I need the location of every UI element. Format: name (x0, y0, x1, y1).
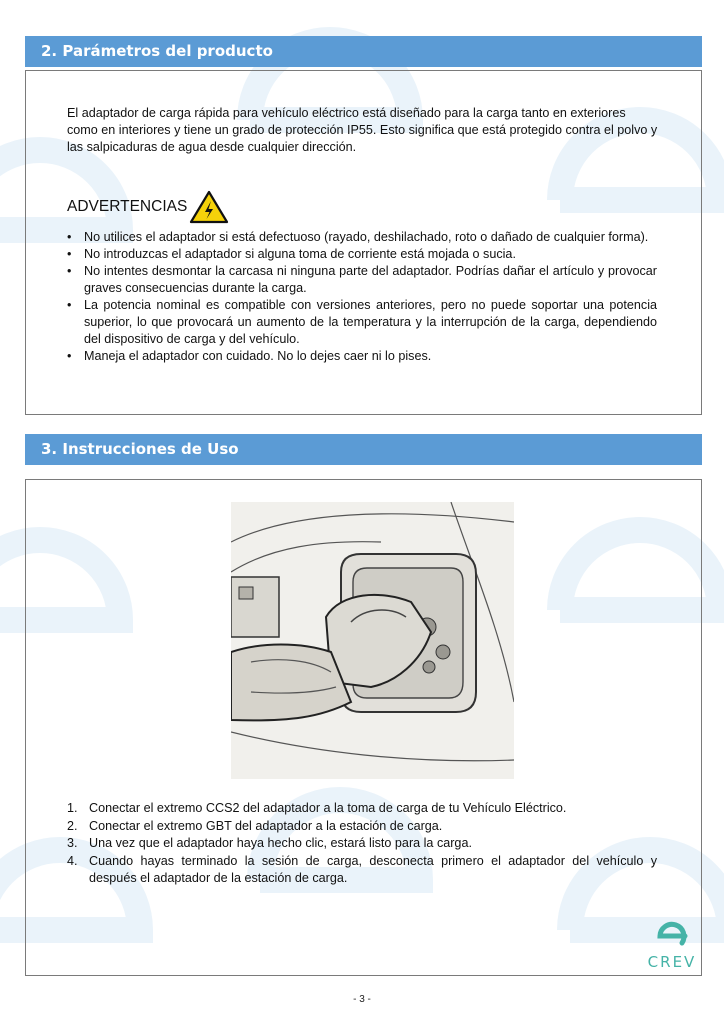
step-item (67, 818, 657, 836)
crev-logo-text: CREV (647, 953, 697, 971)
warning-item (67, 229, 657, 246)
step-item (67, 853, 657, 888)
section-3-header: 3. Instrucciones de Uso (25, 434, 702, 465)
bullet: • (67, 247, 72, 261)
warning-text: La potencia nominal es compatible con versiones anteriores, pero no puede soportar una potencia superior, lo que provocará un aumento de la temperatura y la interrupción de la carga, dependiendo del dispositivo de carga y del vehículo. (84, 298, 657, 346)
warning-text: No intentes desmontar la carcasa ni ninguna parte del adaptador. Podrías dañar el artículo y provocar graves consecuencias durante la carga. (84, 264, 657, 295)
warning-item (67, 246, 657, 263)
section-2-header: 2. Parámetros del producto (25, 36, 702, 67)
step-text: Una vez que el adaptador haya hecho clic, estará listo para la carga. (89, 836, 472, 850)
crev-logo-icon (655, 920, 689, 950)
step-text: Conectar el extremo GBT del adaptador a la estación de carga. (89, 818, 443, 833)
step-number: 2. (67, 818, 78, 833)
warning-text: Maneja el adaptador con cuidado. No lo dejes caer ni lo pises. (84, 349, 432, 363)
step-text: Cuando hayas terminado la sesión de carga, desconecta primero el adaptador del vehículo y después el adaptador de la estación de carga. (89, 853, 657, 885)
bullet: • (67, 349, 72, 363)
step-item (67, 800, 657, 818)
charging-illustration (231, 502, 514, 779)
warnings-title: ADVERTENCIAS (67, 198, 188, 215)
bullet: • (67, 298, 72, 312)
step-item (67, 835, 657, 853)
warning-item (67, 263, 657, 297)
step-number: 4. (67, 853, 78, 868)
crev-logo (642, 920, 702, 971)
page-number: - 3 - (353, 994, 371, 1005)
warning-item (67, 348, 657, 365)
step-number: 1. (67, 801, 78, 815)
step-text: Conectar el extremo CCS2 del adaptador a la toma de carga de tu Vehículo Eléctrico. (89, 801, 567, 815)
warnings-list (67, 229, 657, 365)
warning-item (67, 297, 657, 348)
step-number: 3. (67, 836, 78, 850)
warnings-heading (67, 190, 229, 224)
product-description: El adaptador de carga rápida para vehículo eléctrico está diseñado para la carga tanto en exteriores como en interiores y tiene un grado de protección IP55. Esto significa que está protegido contra el polvo y las salpicaduras de agua desde cualquier dirección. (67, 106, 658, 154)
bullet: • (67, 230, 72, 244)
usage-steps (67, 800, 657, 888)
high-voltage-warning-icon (189, 190, 229, 224)
warning-text: No introduzcas el adaptador si alguna toma de corriente está mojada o sucia. (84, 247, 516, 261)
warning-text: No utilices el adaptador si está defectuoso (rayado, deshilachado, roto o dañado de cualquier forma). (84, 230, 649, 244)
bullet: • (67, 264, 72, 278)
